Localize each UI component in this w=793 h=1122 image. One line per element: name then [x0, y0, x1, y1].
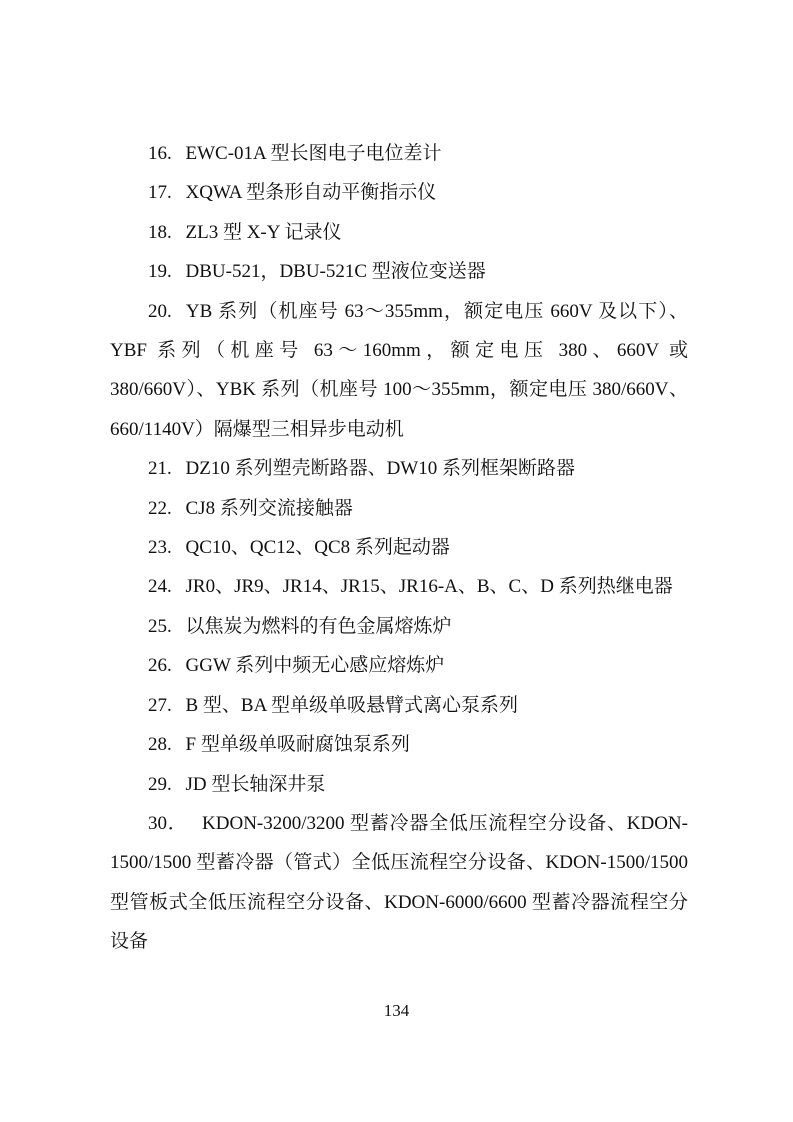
item-number: 30． [148, 812, 188, 834]
item-text: JD 型长轴深井泵 [185, 773, 326, 795]
list-item [110, 567, 688, 606]
list-item [110, 686, 688, 725]
item-number: 20. [148, 300, 172, 322]
item-number: 19. [148, 261, 172, 283]
item-text: DZ10 系列塑壳断路器、DW10 系列框架断路器 [185, 458, 575, 480]
list-item [110, 489, 688, 528]
item-text: JR0、JR9、JR14、JR15、JR16-A、B、C、D 系列热继电器 [185, 576, 673, 598]
item-number: 21. [148, 458, 172, 480]
item-text: 以焦炭为燃料的有色金属熔炼炉 [185, 615, 452, 637]
item-text: GGW 系列中频无心感应熔炼炉 [185, 655, 445, 677]
item-number: 22. [148, 497, 172, 519]
item-text: CJ8 系列交流接触器 [185, 497, 353, 519]
item-number: 24. [148, 576, 172, 598]
list-item [110, 725, 688, 764]
list-item [110, 134, 688, 173]
item-text: YB 系列（机座号 63～355mm，额定电压 660V 及以下）、YBF 系列（机座号 63～160mm，额定电压 380、660V 或 380/660V）、YBK 系列（机座号 100～355mm，额定电压 380/660V、660/1140V）隔爆型三相异步电动机 [110, 300, 688, 440]
list-item [110, 449, 688, 488]
list-item [110, 173, 688, 212]
item-number: 17. [148, 182, 172, 204]
item-number: 27. [148, 694, 172, 716]
item-text: B 型、BA 型单级单吸悬臂式离心泵系列 [185, 694, 519, 716]
item-text: QC10、QC12、QC8 系列起动器 [185, 537, 450, 559]
item-text: F 型单级单吸耐腐蚀泵系列 [185, 734, 410, 756]
item-number: 25. [148, 615, 172, 637]
list-item [110, 252, 688, 291]
item-text: KDON-3200/3200 型蓄冷器全低压流程空分设备、KDON-1500/1500 型蓄冷器（管式）全低压流程空分设备、KDON-1500/1500 型管板式全低压流程空分设备、KDON-6000/6600 型蓄冷器流程空分设备 [110, 812, 688, 953]
list-item [110, 213, 688, 252]
list-item [110, 765, 688, 804]
page-number: 134 [383, 1001, 410, 1020]
numbered-list [110, 134, 688, 962]
item-text: DBU-521，DBU-521C 型液位变送器 [185, 261, 486, 283]
item-text: XQWA 型条形自动平衡指示仪 [185, 182, 437, 204]
item-number: 29. [148, 773, 172, 795]
item-text: EWC-01A 型长图电子电位差计 [185, 143, 442, 164]
list-item [110, 804, 688, 962]
item-number: 28. [148, 734, 172, 756]
list-item [110, 646, 688, 685]
item-number: 23. [148, 537, 172, 559]
list-item [110, 607, 688, 646]
item-number: 26. [148, 655, 172, 677]
item-text: ZL3 型 X-Y 记录仪 [185, 221, 342, 243]
item-number: 18. [148, 221, 172, 243]
list-item [110, 528, 688, 567]
item-number: 16. [148, 143, 172, 164]
list-item [110, 292, 688, 450]
